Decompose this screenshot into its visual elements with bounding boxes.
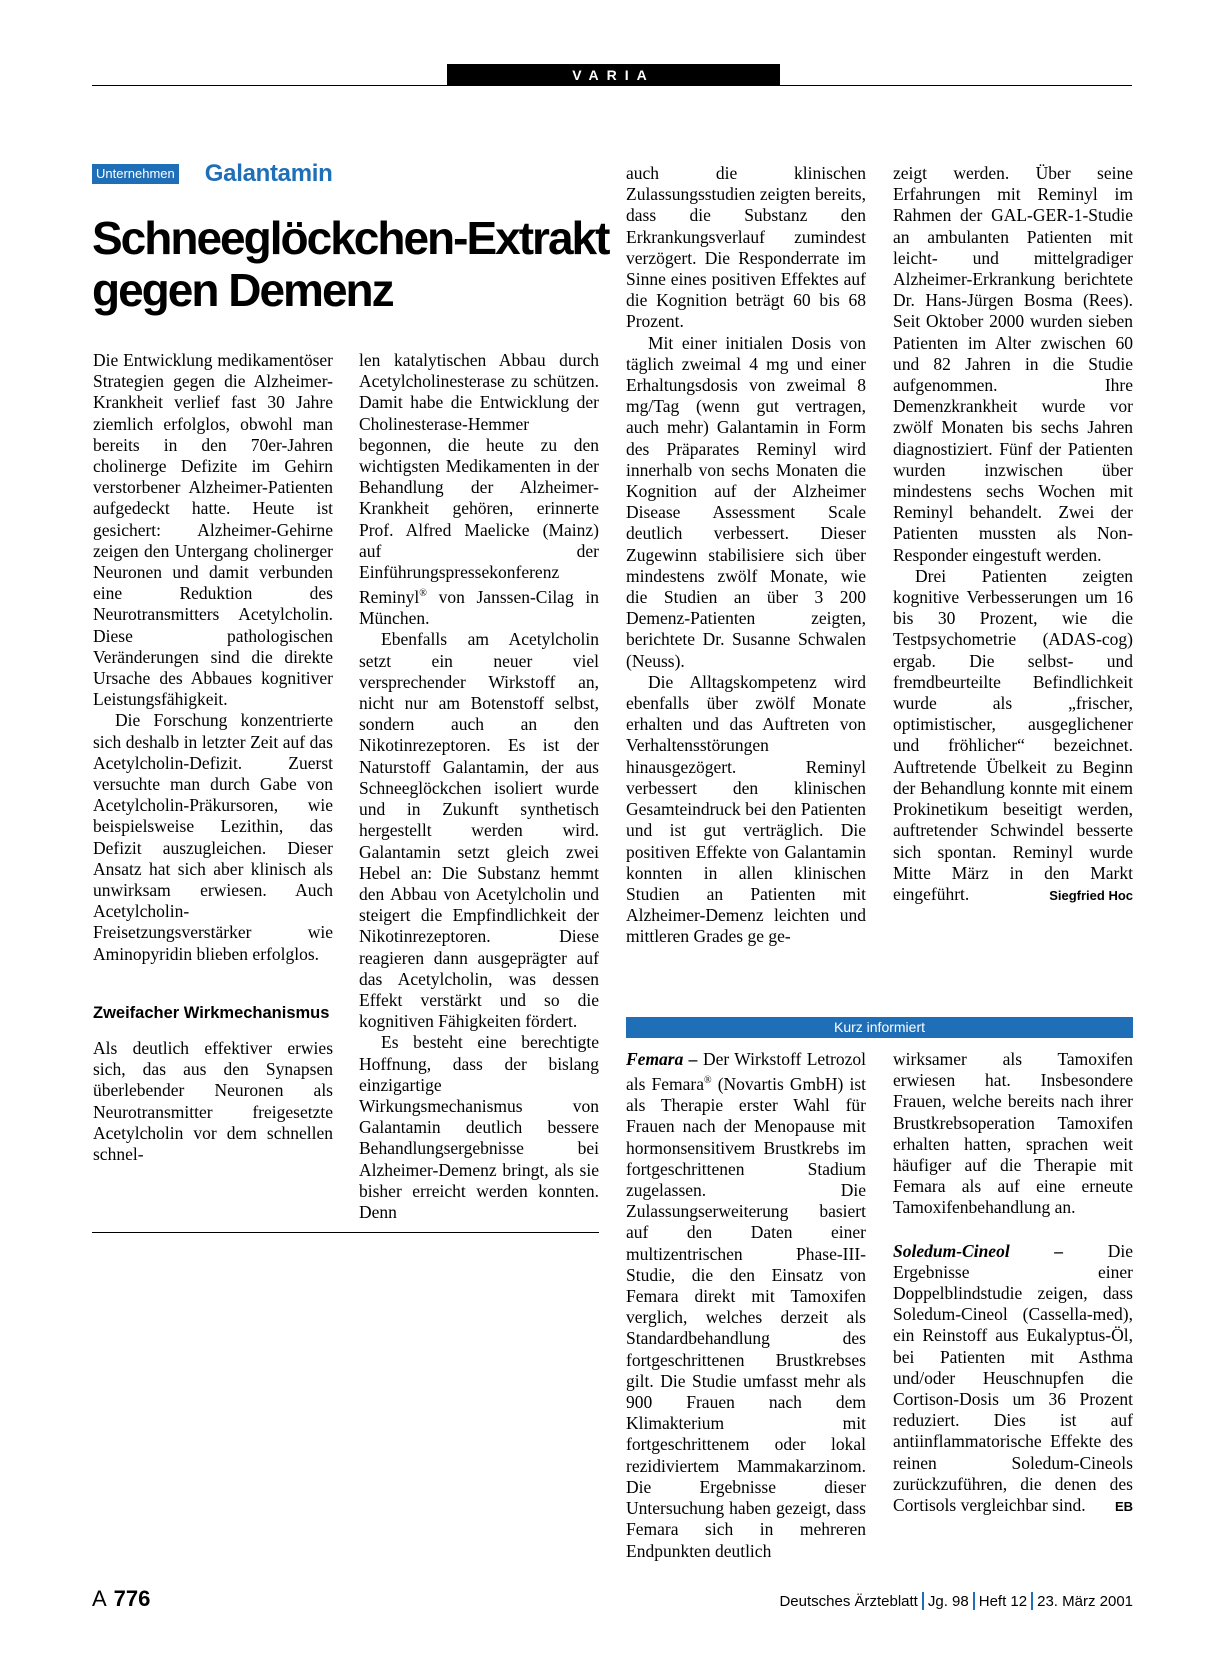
kurz-column-1 xyxy=(626,1049,866,1562)
paragraph: Drei Patienten zeigten kognitive Verbesserungen um 16 bis 30 Prozent, wie die Testpsychometrie (ADAS-cog) ergab. Die selbst- und fremdbeurteilte Befindlichkeit wurde als „frischer, optimistischer, ausgeglichener und fröhlicher“ bezeichnet. Auftretende Übelkeit zu Beginn der Behandlung konnte mit einem Prokinetikum beseitigt werden, auftretender Schwindel besserte sich spontan. Reminyl wurde Mitte März in den Markt eingeführt. Siegfried Hoc xyxy=(893,565,1133,904)
news-item-femara: Femara – Der Wirkstoff Letrozol als Femara® (Novartis GmbH) ist als Therapie erster Wahl für Frauen nach der Menopause mit hormonsensitivem Brustkrebs im fortgeschrittenen Stadium zugelassen. Die Zulassungserweiterung basiert auf den Daten einer multizentrischen Phase-III-Studie, die den Einsatz von Femara direkt mit Tamoxifen verglich, welches derzeit als Standardbehandlung des fortgeschrittenen Brustkrebses gilt. Die Studie umfasst mehr als 900 Frauen nach dem Klimakterium mit fortgeschrittenem oder lokal rezidiviertem Mammakarzinom. Die Ergebnisse dieser Untersuchung haben gezeigt, dass Femara sich in mehreren Endpunkten deutlich xyxy=(626,1049,866,1561)
article-title: Schneeglöckchen-Extrakt gegen Demenz xyxy=(92,212,609,316)
kicker xyxy=(92,160,333,187)
paragraph: Die Alltagskompetenz wird ebenfalls über zwölf Monate erhalten und das Auftreten von Verhaltensstörungen hinausgezögert. Reminyl verbessert den klinischen Gesamteindruck bei den Patienten und ist gut verträglich. Die positiven Effekte von Galantamin konnten in allen klinischen Studien an Patienten mit Alzheimer-Demenz leichten und mittleren Grades ge ge- xyxy=(626,671,866,947)
date: 23. März 2001 xyxy=(1037,1592,1133,1610)
footer-citation xyxy=(779,1592,1133,1610)
author-signature: EB xyxy=(1114,1499,1133,1515)
paragraph: Als deutlich effektiver erwies sich, das aus den Synapsen überlebender Neuronen als Neurotransmitter freigesetzte Acetylcholin vor dem schnellen schnel- xyxy=(93,1037,333,1164)
kurz-column-2 xyxy=(893,1049,1133,1516)
author-signature: Siegfried Hoc xyxy=(1049,887,1133,903)
paragraph: Die Forschung konzentrierte sich deshalb in letzter Zeit auf das Acetylcholin-Defizit. Zuerst versuchte man durch Gabe von Acetylcholin-Präkursoren, wie beispielsweise Lezithin, das Defizit auszugleichen. Dieser Ansatz hat sich aber klinisch als unwirksam erwiesen. Auch Acetylcholin-Freisetzungsverstärker wie Aminopyridin blieben erfolglos. xyxy=(93,710,333,964)
paragraph: Die Entwicklung medikamentöser Strategien gegen die Alzheimer-Krankheit verlief fast 30 Jahre ziemlich erfolglos, obwohl man bereits in den 70er-Jahren cholinerge Defizite im Gehirn verstorbener Alzheimer-Patienten aufgedeckt hatte. Heute ist gesichert: Alzheimer-Gehirne zeigen den Untergang cholinerger Neuronen und damit verbunden eine Reduktion des Neurotransmitters Acetylcholin. Diese pathologischen Veränderungen sind die direkte Ursache des Abbaues kognitiver Leistungsfähigkeit. xyxy=(93,350,333,710)
article-column-2 xyxy=(359,350,599,1223)
kurz-informiert-heading: Kurz informiert xyxy=(626,1017,1133,1038)
page-number: A 776 xyxy=(92,1586,151,1611)
issue: Heft 12 xyxy=(978,1592,1028,1610)
article-column-4 xyxy=(893,163,1133,905)
topic-heading: Galantamin xyxy=(204,160,333,187)
paragraph: Ebenfalls am Acetylcholin setzt ein neuer viel versprechender Wirkstoff an, nicht nur am Botenstoff selbst, sondern auch an den Nikotinrezeptoren. Es ist der Naturstoff Galantamin, der aus Schneeglöckchen isoliert wurde und in Zukunft synthetisch hergestellt werden wird. Galantamin setzt gleich zwei Hebel an: Die Substanz hemmt den Abbau von Acetylcholin und steigert die Empfindlichkeit der Nikotinrezeptoren. Diese reagieren dann ausgeprägter auf das Acetylcholin, was dessen Effekt verstärkt und so die kognitiven Fähigkeiten fördert. xyxy=(359,629,599,1032)
divider xyxy=(1031,1592,1033,1610)
news-item-femara-cont: wirksamer als Tamoxifen erwiesen hat. Insbesondere Frauen, welche bereits nach ihrer Brustkrebsoperation Tamoxifen erhalten hatten, sprachen weit häufiger auf die Therapie mit Femara als auf eine erneute Tamoxifenbehandlung an. xyxy=(893,1049,1133,1218)
journal-name: Deutsches Ärzteblatt xyxy=(779,1592,918,1610)
category-tag: Unternehmen xyxy=(92,164,179,184)
paragraph: len katalytischen Abbau durch Acetylcholinesterase zu schützen. Damit habe die Entwicklung der Cholinesterase-Hemmer begonnen, die heute zu den wichtigsten Medikamenten in der Behandlung der Alzheimer-Krankheit gehören, erinnerte Prof. Alfred Maelicke (Mainz) auf der Einführungspressekonferenz Reminyl® von Janssen-Cilag in München. xyxy=(359,350,599,629)
article-column-1 xyxy=(93,350,333,1165)
paragraph: Mit einer initialen Dosis von täglich zweimal 4 mg und einer Erhaltungsdosis von zweimal 8 mg/Tag (wenn gut vertragen, auch mehr) Galantamin in Form des Präparates Reminyl wird innerhalb von sechs Monaten die Kognition auf der Alzheimer Disease Assessment Scale deutlich verbessert. Dieser Zugewinn stabilisiere sich über mindestens zwölf Monate, wie die Studien an über 3 200 Demenz-Patienten zeigten, berichtete Dr. Susanne Schwalen (Neuss). xyxy=(626,332,866,671)
news-item-soledum: Soledum-Cineol – Die Ergebnisse einer Doppelblindstudie zeigen, dass Soledum-Cineol (Cassella-med), ein Reinstoff aus Eukalyptus-Öl, bei Patienten mit Asthma und/oder Heuschnupfen die Cortison-Dosis um 36 Prozent reduziert. Dies ist auf antiinflammatorische Effekte des reinen Soledum-Cineols zurückzuführen, die denen des Cortisols vergleichbar sind. EB xyxy=(893,1240,1133,1516)
paragraph: Es besteht eine berechtigte Hoffnung, dass der bislang einzigartige Wirkungsmechanismus von Galantamin deutlich bessere Behandlungsergebnisse bei Alzheimer-Demenz bringt, als sie bisher erreicht werden konnten. Denn xyxy=(359,1032,599,1222)
paragraph: zeigt werden. Über seine Erfahrungen mit Reminyl im Rahmen der GAL-GER-1-Studie an ambulanten Patienten mit leicht- und mittelgradiger Alzheimer-Erkrankung berichtete Dr. Hans-Jürgen Bosma (Rees). Seit Oktober 2000 wurden sieben Patienten im Alter zwischen 60 und 82 Jahren in die Studie aufgenommen. Ihre Demenzkrankheit wurde vor zwölf Monaten bis sechs Jahren diagnostiziert. Fünf der Patienten wurden inzwischen über mindestens sechs Wochen mit Reminyl behandelt. Zwei der Patienten mussten als Non-Responder eingestuft werden. xyxy=(893,163,1133,565)
volume: Jg. 98 xyxy=(927,1592,969,1610)
divider xyxy=(973,1592,975,1610)
section-label: VARIA xyxy=(447,64,780,86)
article-column-3 xyxy=(626,163,866,948)
divider xyxy=(922,1592,924,1610)
column-end-rule xyxy=(92,1232,599,1233)
paragraph: auch die klinischen Zulassungsstudien zeigten bereits, dass die Substanz den Erkrankungsverlauf zumindest verzögert. Die Responderrate im Sinne eines positiven Effektes auf die Kognition beträgt 60 bis 68 Prozent. xyxy=(626,163,866,332)
subheading: Zweifacher Wirkmechanismus xyxy=(93,1003,330,1022)
